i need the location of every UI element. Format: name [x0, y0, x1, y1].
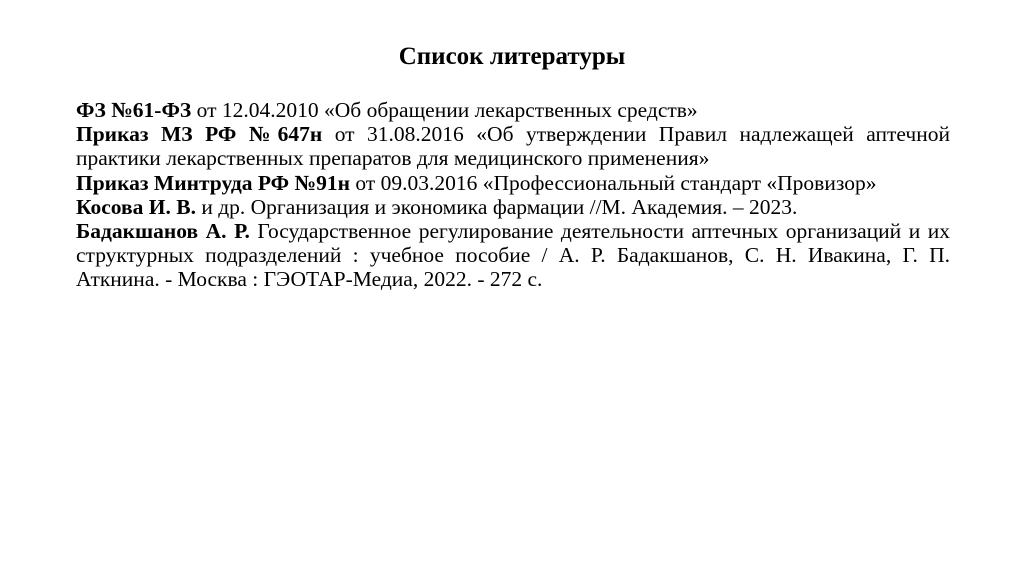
reference-item-1: [76, 98, 950, 122]
reference-author: ФЗ №61-ФЗ: [76, 98, 192, 122]
reference-item-4: [76, 195, 950, 219]
page-title: Список литературы: [398, 43, 626, 70]
reference-author: Приказ МЗ РФ №647н: [76, 122, 323, 147]
reference-details: Государственное регулирование деятельности аптечных организаций и их структурных подразделений : учебное пособие / А. Р. Бадакшанов, С. Н. Ивакина, Г. П. Аткнина. - Москва : ГЭОТАР-Медиа, 2022. - 272 с.: [76, 219, 950, 292]
reference-details: от 09.03.2016 «Профессиональный стандарт «Провизор»: [349, 170, 877, 195]
reference-item-2: [76, 122, 950, 170]
reference-details: и др. Организация и экономика фармации //М. Академия. – 2023.: [195, 194, 798, 219]
reference-item-5: [76, 219, 950, 292]
reference-details: от 31.08.2016 «Об утверждении Правил надлежащей аптечной практики лекарственных препаратов для медицинского применения»: [76, 122, 950, 171]
reference-author: Приказ Минтруда РФ №91н: [76, 170, 350, 195]
reference-item-3: [76, 171, 950, 195]
reference-details: от 12.04.2010 «Об обращении лекарственных средств»: [191, 98, 698, 122]
reference-author: Косова И. В.: [76, 194, 196, 219]
reference-author: Бадакшанов А. Р.: [76, 219, 250, 244]
reference-list: [76, 98, 950, 292]
